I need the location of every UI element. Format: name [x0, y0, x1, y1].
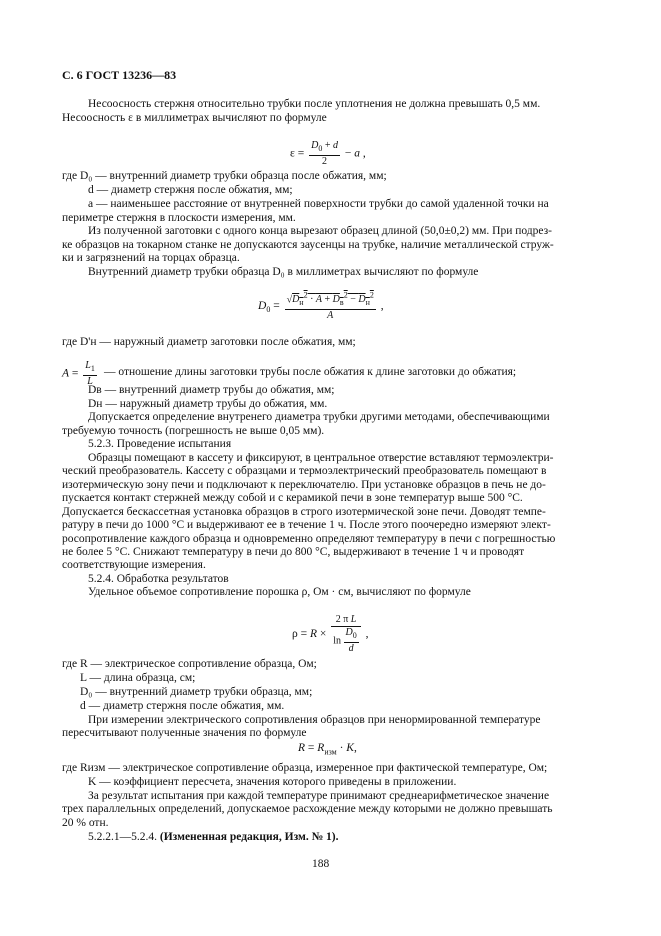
text-line: 20 % отн. [62, 817, 109, 829]
text-line: изотермическую зону печи и подключают к переключателю. При установке образцов в печь не до- [62, 479, 546, 491]
text-line: Допускается определение внутренего диаметра трубки другими методами, обеспечивающими [88, 411, 550, 423]
text-line: пускается контакт стержней между собой и с керамикой печи в зоне температур выше 500 °С. [62, 492, 523, 504]
section-heading: 5.2.3. Проведение испытания [88, 438, 232, 450]
text-line: L — длина образца, см; [80, 672, 196, 684]
text-line: d — диаметр стержня после обжатия, мм. [80, 700, 285, 712]
text-line: требуемую точность (погрешность не выше 0,05 мм). [62, 425, 325, 437]
text-line: ратуру в печи до 1000 °С и выдерживают ее в течение 1 ч. После этого поочередно измеряют элект- [62, 519, 551, 531]
text-line: Допускается бескассетная установка образцов в строго изотермической зоне печи. Доводят темпе- [62, 506, 546, 518]
page-number: 188 [312, 858, 330, 870]
text-line: не более 5 °С. Снижают температуру в печи до 800 °С, выдерживают в течение 1 ч и проводят [62, 546, 525, 558]
text-line: K — коэффициент пересчета, значения которого приведены в приложении. [88, 776, 457, 788]
formula-r-conversion: $R = R_{изм} \cdot K$, [298, 742, 357, 757]
text-line: где Rизм — электрическое сопротивление образца, измеренное при фактической температуре, Ом; [62, 762, 548, 774]
page-header: С. 6 ГОСТ 13236—83 [62, 68, 177, 82]
formula-a-ratio: A = $\frac{L_1}{L}$ [62, 360, 95, 387]
text-line: — отношение длины заготовки трубы после обжатия к длине заготовки до обжатия; [104, 366, 517, 378]
text-line: Образцы помещают в кассету и фиксируют, в центральное отверстие вставляют термоэлектри- [88, 452, 554, 464]
text-line: Dв — внутренний диаметр трубы до обжатия, мм; [88, 384, 335, 396]
text-line: При измерении электрического сопротивления образцов при ненормированной температуре [88, 714, 541, 726]
text-line: трех параллельных определений, допускаемое расхождение между которыми не должно превышать [62, 803, 553, 815]
text-line: Удельное объемое сопротивление порошка ρ, Ом · см, вычисляют по формуле [88, 586, 471, 598]
text-line: Несоосность стержня относительно трубки после уплотнения не должна превышать 0,5 мм. [88, 98, 541, 110]
text-line: Несоосность ε в миллиметрах вычисляют по формуле [62, 112, 327, 124]
amendment-line [88, 831, 339, 844]
text-line: a — наименьшее расстояние от внутренней поверхности трубки до самой удаленной точки на [88, 198, 549, 210]
text-line: ки и загрязнений на торцах образца. [62, 252, 240, 264]
text-line: ческий преобразователь. Кассету с образцами и термоэлектрический преобразователь помещают в [62, 465, 547, 477]
amendment-note: (Измененная редакция, Изм. № 1). [159, 831, 339, 843]
formula-d0: $D_0$ = $\frac{√D_н^2 \cdot A + D_в^2 - D_н^2}{A}$ , [258, 291, 384, 322]
text-line: где R — электрическое сопротивление образца, Ом; [62, 658, 317, 670]
text-line: Внутренний диаметр трубки образца D₀ в миллиметрах вычисляют по формуле [88, 266, 479, 278]
section-heading: 5.2.4. Обработка результатов [88, 573, 229, 585]
amendment-range: 5.2.2.1—5.2.4. [88, 831, 157, 843]
text-line: За результат испытания при каждой температуре принимают среднеарифметическое значение [88, 790, 550, 802]
text-line: соответствующие измерения. [62, 559, 206, 571]
text-line: D₀ — внутренний диаметр трубки образца, мм; [80, 686, 313, 698]
formula-epsilon: ε = $\frac{D_0 + d}{2}$ − a , [290, 140, 366, 167]
text-line: где D₀ — внутренний диаметр трубки образца после обжатия, мм; [62, 170, 387, 182]
formula-rho: ρ = R × 2 π L ln $\frac{D_0}{d}$ , [292, 614, 369, 654]
text-line: Dн — наружный диаметр трубы до обжатия, мм. [88, 398, 328, 410]
text-line: периметре стержня в плоскости измерения, мм. [62, 212, 296, 224]
text-line: пересчитывают полученные значения по формуле [62, 727, 307, 739]
text-line: Из полученной заготовки с одного конца вырезают образец длиной (50,0±0,2) мм. При подрез- [88, 225, 553, 237]
text-line: где D'н — наружный диаметр заготовки после обжатия, мм; [62, 336, 356, 348]
text-line: ке образцов на токарном станке не допускаются заусенцы на трубке, наличие металлической струж- [62, 239, 554, 251]
text-line: росопротивление каждого образца и одновременно определяют температуру в печи с погрешностью [62, 533, 556, 545]
text-line: d — диаметр стержня после обжатия, мм; [88, 184, 293, 196]
